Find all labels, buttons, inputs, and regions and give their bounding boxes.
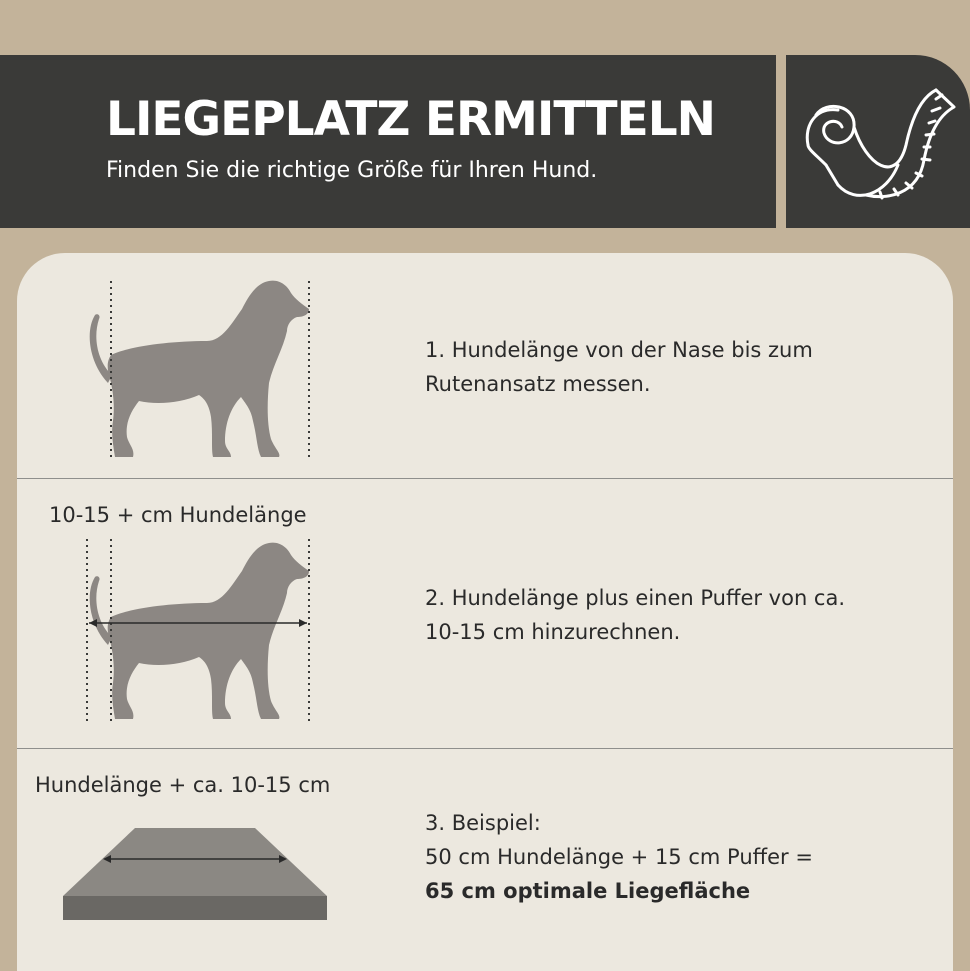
dog-bed-icon (63, 828, 327, 920)
step-2-text (425, 581, 845, 649)
page-title: LIEGEPLATZ ERMITTELN (106, 92, 715, 147)
step-1-line-1: 1. Hundelänge von der Nase bis zum (425, 338, 813, 362)
step-3-result: 65 cm optimale Liegefläche (425, 879, 751, 903)
step-1-text (425, 333, 813, 401)
step-2-line-2: 10-15 cm hinzurechnen. (425, 620, 681, 644)
step-3-caption: Hundelänge + ca. 10-15 cm (35, 773, 331, 797)
step-3-line-2: 50 cm Hundelänge + 15 cm Puffer = (425, 845, 813, 869)
divider (17, 478, 953, 479)
step-3-line-1: 3. Beispiel: (425, 811, 541, 835)
steps-card (17, 253, 953, 971)
page-subtitle: Finden Sie die richtige Größe für Ihren Hund. (106, 158, 598, 183)
measuring-tape-icon (786, 55, 970, 228)
dog-measure-icon (90, 281, 309, 459)
step-3-text (425, 806, 813, 908)
step-2-line-1: 2. Hundelänge plus einen Puffer von ca. (425, 586, 846, 610)
step-1-line-2: Rutenansatz messen. (425, 372, 651, 396)
divider (17, 748, 953, 749)
icon-box (786, 55, 970, 228)
dog-buffer-icon (87, 539, 309, 723)
step-2-caption: 10-15 + cm Hundelänge (49, 503, 307, 527)
